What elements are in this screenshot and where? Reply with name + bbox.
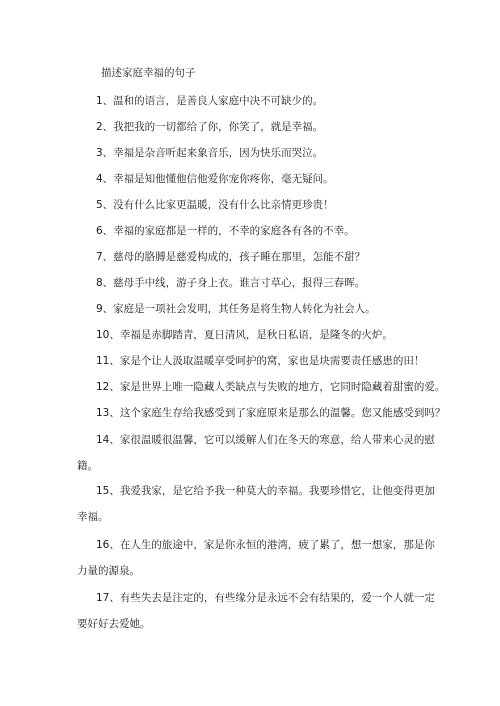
sentence-text: 10、幸福是赤脚踏青，夏日清风，是秋日私语，是隆冬的火炉。: [96, 329, 393, 341]
sentence-item: [77, 591, 436, 631]
sentence-text: 12、家是世界上唯一隐藏人类缺点与失败的地方，它同时隐藏着甜蜜的爱。: [96, 381, 446, 393]
sentence-item: [96, 224, 436, 238]
sentence-text-continued: 力量的源泉。: [77, 565, 140, 577]
sentence-text: 9、家庭是一项社会发明，其任务是将生物人转化为社会人。: [96, 303, 376, 315]
sentence-text: 16、在人生的旅途中，家是你永恒的港湾，疲了累了，想一想家，那是你: [96, 539, 435, 551]
sentence-item: [96, 120, 436, 134]
sentence-text: 15、我爱我家，是它给予我一种莫大的幸福。我要珍惜它，让他变得更加: [96, 485, 435, 497]
sentence-item: [96, 250, 436, 264]
sentence-text-continued: 要好好去爱她。: [77, 618, 151, 630]
sentence-item: [96, 328, 436, 342]
sentence-item: [77, 484, 436, 524]
sentence-text-continued: 幸福。: [77, 511, 109, 523]
sentence-item: [96, 172, 436, 186]
sentence-text: 4、幸福是知他懂他信他爱你宠你疼你，毫无疑问。: [96, 173, 334, 185]
sentence-item: [77, 538, 436, 578]
sentence-item: [96, 276, 436, 290]
sentence-text: 7、慈母的胳膊是慈爱构成的，孩子睡在那里，怎能不甜？: [96, 251, 366, 263]
sentence-item: [96, 94, 436, 108]
sentence-text: 14、家很温暖很温馨，它可以缓解人们在冬天的寒意，给人带来心灵的慰: [96, 434, 435, 446]
sentence-text: 8、慈母手中线，游子身上衣。谁言寸草心，报得三春晖。: [96, 277, 366, 289]
sentence-text: 1、温和的语言，是善良人家庭中决不可缺少的。: [96, 95, 324, 107]
sentence-text: 11、家是个让人汲取温暖享受呵护的窝，家也是块需要责任感患的田！: [96, 355, 425, 367]
sentence-item: [96, 380, 446, 394]
sentence-text: 17、有些失去是注定的，有些缘分是永远不会有结果的，爱一个人就一定: [96, 592, 435, 604]
sentence-item: [96, 354, 436, 368]
sentence-text: 2、我把我的一切都给了你，你笑了，就是幸福。: [96, 121, 324, 133]
sentence-text: 6、幸福的家庭都是一样的，不幸的家庭各有各的不幸。: [96, 225, 355, 237]
document-title: 描述家庭幸福的句子: [101, 67, 196, 79]
sentence-item: [96, 198, 436, 212]
sentence-text: 5、没有什么比家更温暖，没有什么比亲情更珍贵！: [96, 199, 334, 211]
sentence-item: [96, 146, 436, 160]
sentence-text-continued: 籍。: [77, 460, 98, 472]
sentence-item: [96, 302, 436, 316]
sentence-item: [96, 406, 446, 420]
sentence-text: 13、这个家庭生存给我感受到了家庭原来是那么的温馨。您又能感受到吗？: [96, 407, 446, 419]
sentence-text: 3、幸福是杂音听起来象音乐，因为快乐而哭泣。: [96, 147, 324, 159]
sentence-item: [77, 433, 436, 473]
